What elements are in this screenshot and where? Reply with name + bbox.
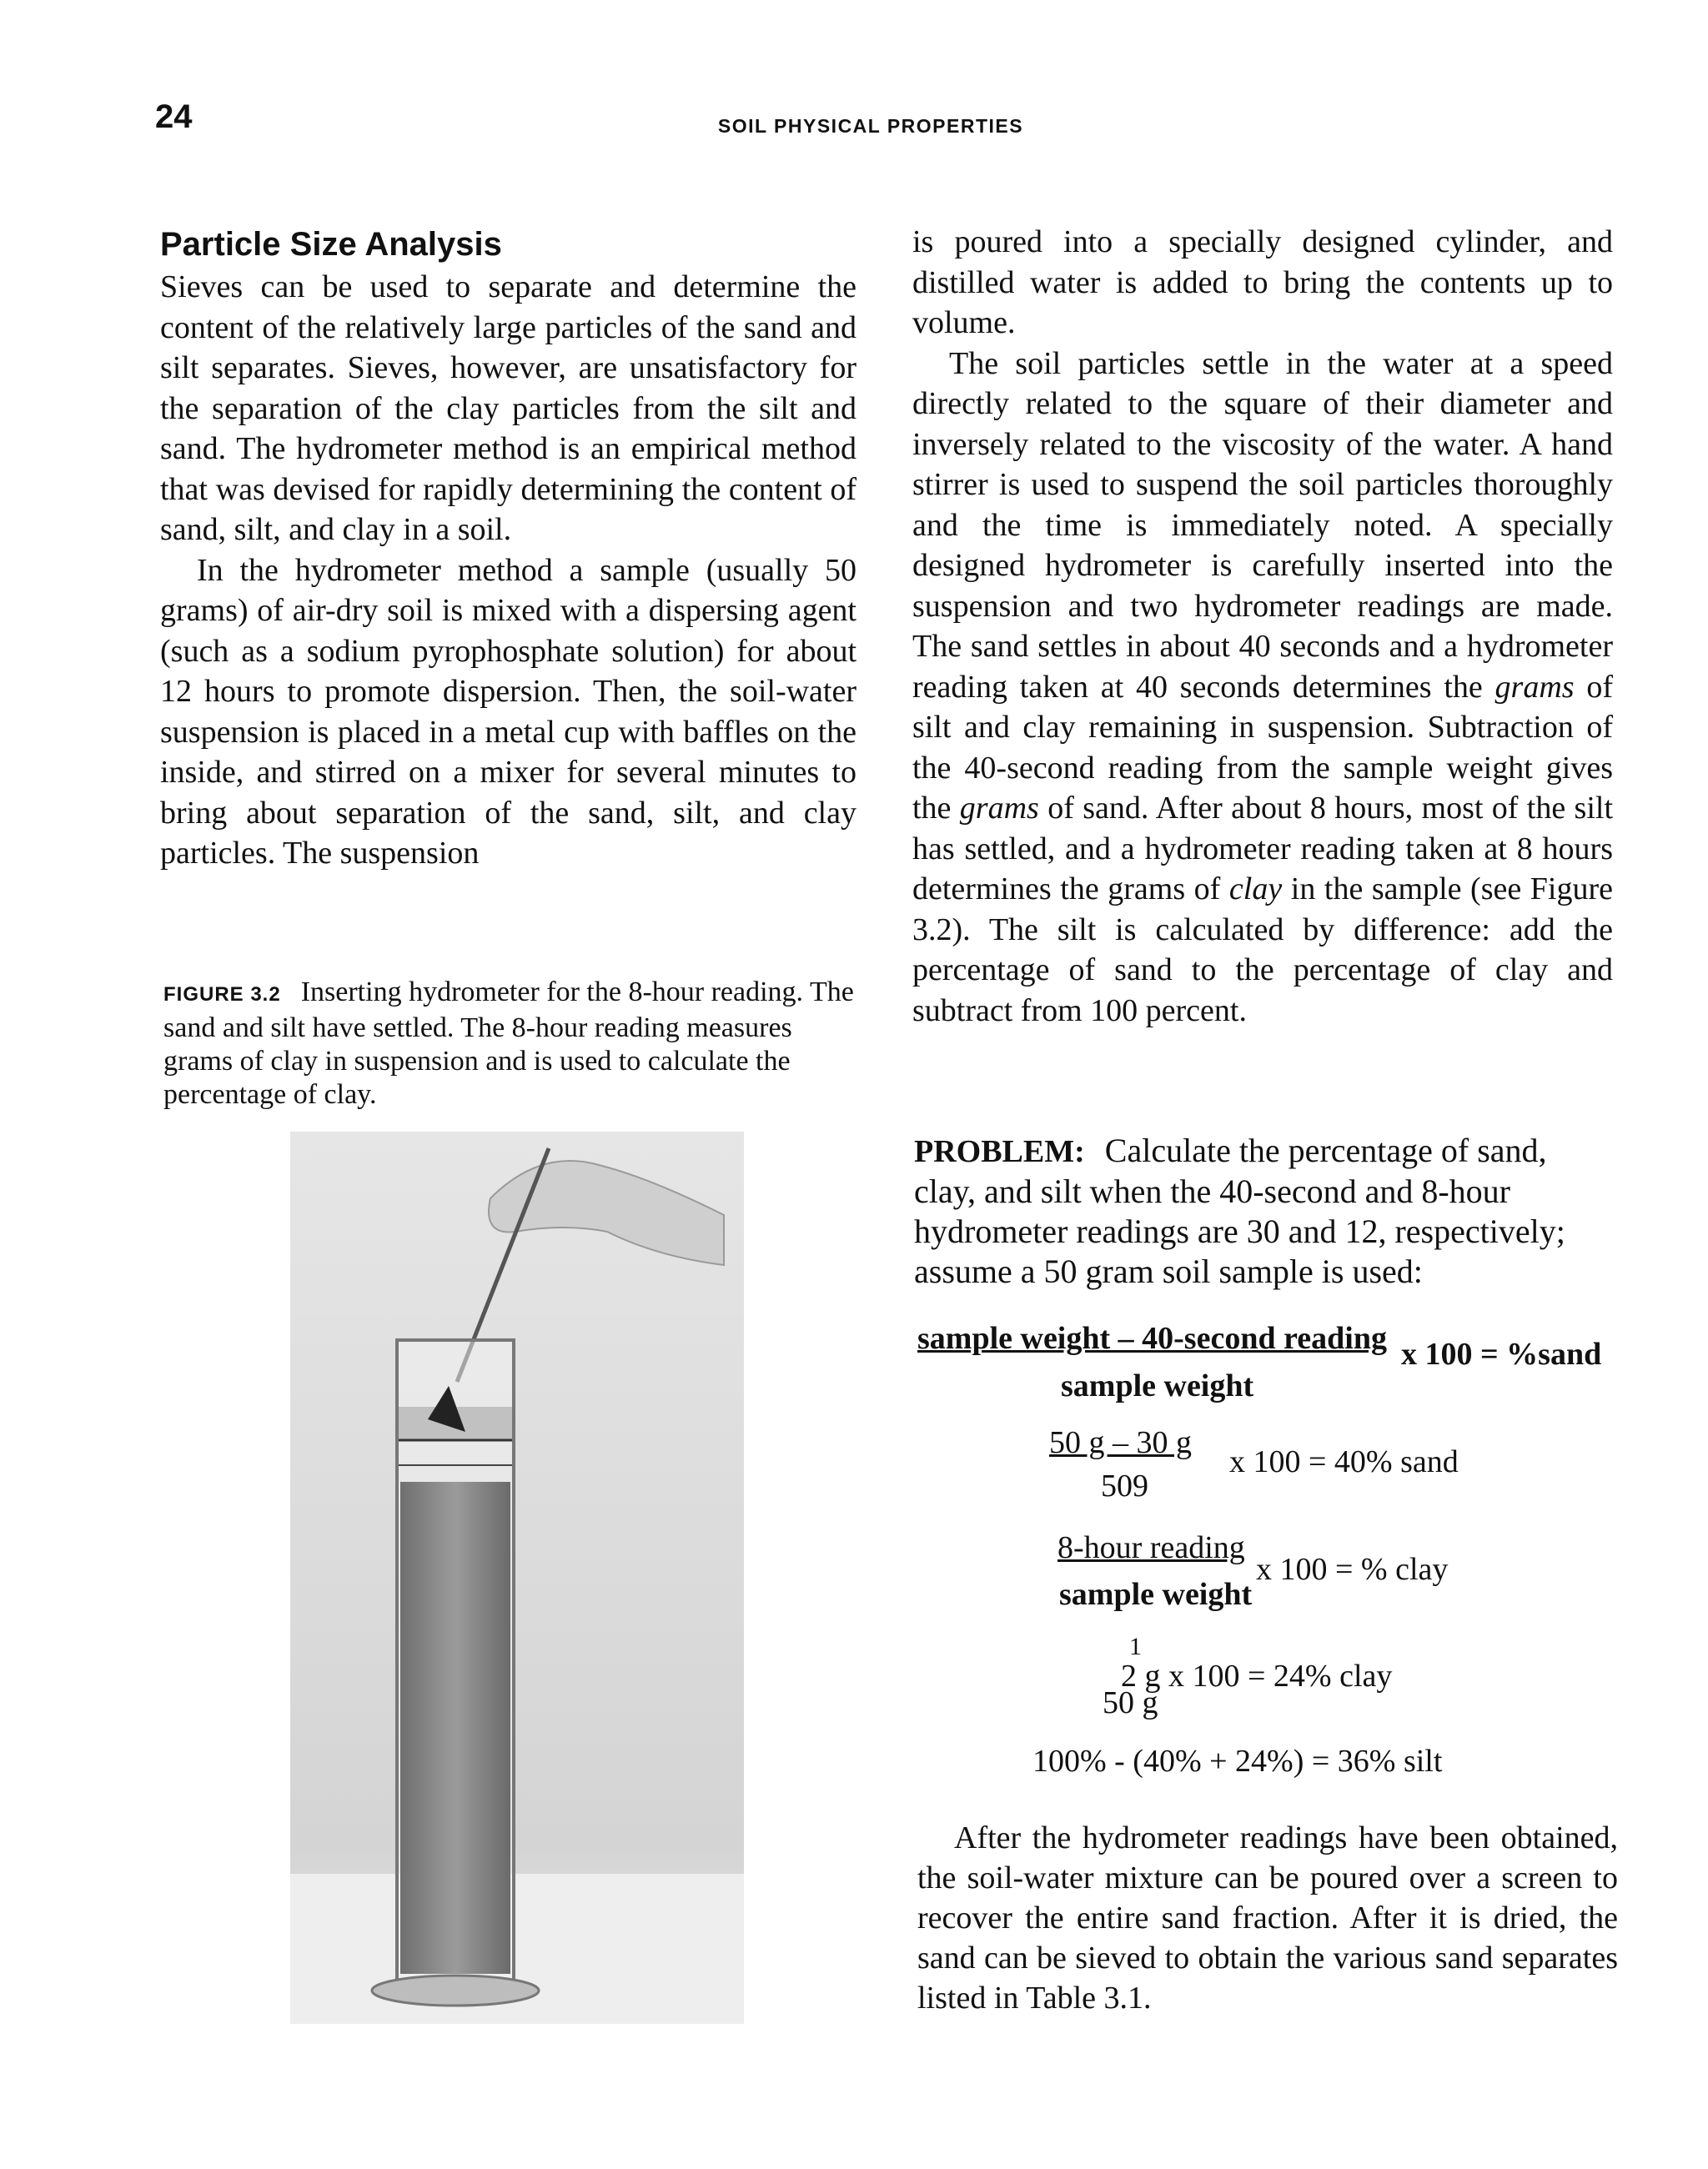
soil-suspension bbox=[400, 1482, 510, 1974]
cylinder-base bbox=[372, 1976, 539, 2006]
sand-formula-numerator: sample weight – 40-second reading bbox=[917, 1321, 1387, 1356]
settling-text-4: in the sample (see Figure 3.2). The silt is calculated by difference: add the percentage of sand to the percentage of clay and subtract from 100 percent. bbox=[912, 871, 1613, 1028]
emphasis-grams-1: grams bbox=[1494, 669, 1575, 705]
emphasis-clay: clay bbox=[1228, 871, 1283, 906]
section-heading: Particle Size Analysis bbox=[160, 226, 502, 263]
right-column bbox=[912, 222, 1613, 1031]
clay-formula-numerator: 8-hour reading bbox=[1057, 1530, 1245, 1565]
clay-formula-denominator: sample weight bbox=[1059, 1577, 1253, 1612]
running-head: SOIL PHYSICAL PROPERTIES bbox=[717, 115, 1024, 137]
settling-text-2: of silt and clay remaining in suspension. Subtraction of the 40-second reading from the sample weight gives the bbox=[912, 669, 1614, 826]
figure-caption-text: Inserting hydrometer for the 8-hour reading. The sand and silt have settled. The 8-hour reading measures grams of clay in suspension and is used to calculate the percentage of clay. bbox=[163, 977, 854, 1110]
settling-text-3: of sand. After about 8 hours, most of the silt has settled, and a hydrometer reading taken at 8 hours determines the grams of bbox=[912, 791, 1614, 906]
clay-calc-mark: 1 bbox=[1129, 1633, 1142, 1660]
closing-text: After the hydrometer readings have been obtained, the soil-water mixture can be poured over a screen to recover the entire sand fraction. After it is dried, the sand can be sieved to obtain the various sand separates listed in Table 3.1. bbox=[917, 1820, 1618, 2016]
page-number: 24 bbox=[155, 98, 193, 135]
closing-paragraph bbox=[917, 1818, 1618, 2018]
sand-formula-result: x 100 = %sand bbox=[1401, 1337, 1602, 1372]
clay-formula-result: x 100 = % clay bbox=[1256, 1552, 1449, 1587]
left-column bbox=[160, 222, 857, 874]
hydrometer-photo bbox=[290, 1132, 744, 2024]
sand-calc-result: x 100 = 40% sand bbox=[1229, 1444, 1459, 1479]
clay-calc-denominator: 50 g bbox=[1103, 1685, 1158, 1720]
clay-calc-line: 2 g x 100 = 24% clay bbox=[1121, 1659, 1393, 1694]
problem-statement bbox=[914, 1131, 1615, 1292]
sand-formula-denominator: sample weight bbox=[1061, 1368, 1254, 1403]
paragraph-sieves: Sieves can be used to separate and determine the content of the relatively large particles of the sand and silt separates. Sieves, however, are unsatisfactory for the separation of the clay particles from the silt and sand. The hydrometer method is an empirical method that was devised for rapidly determining the content of sand, silt, and clay in a soil. bbox=[160, 269, 857, 547]
silt-calc: 100% - (40% + 24%) = 36% silt bbox=[1032, 1744, 1443, 1779]
sand-calc-numerator: 50 g – 30 g bbox=[1049, 1425, 1192, 1460]
emphasis-grams-2: grams bbox=[959, 791, 1039, 826]
paragraph-hydrometer-method: In the hydrometer method a sample (usually 50 grams) of air-dry soil is mixed with a dispersing agent (such as a sodium pyrophosphate solution) for about 12 hours to promote dispersion. Then, the soil-water suspension is placed in a metal cup with baffles on the inside, and stirred on a mixer for several minutes to bring about separation of the sand, silt, and clay particles. The suspension bbox=[160, 552, 857, 871]
problem-text: Calculate the percentage of sand, clay, and silt when the 40-second and 8-hour hydrometer readings are 30 and 12, respectively; assume a 50 gram soil sample is used: bbox=[914, 1132, 1565, 1290]
problem-label: PROBLEM: bbox=[914, 1134, 1085, 1169]
sand-calc-denominator: 509 bbox=[1101, 1469, 1148, 1504]
figure-label: FIGURE 3.2 bbox=[163, 983, 281, 1006]
figure-caption bbox=[163, 976, 856, 1112]
paragraph-cylinder: is poured into a specially designed cylinder, and distilled water is added to bring the contents up to volume. bbox=[912, 224, 1613, 340]
paragraph-settling bbox=[912, 344, 1613, 1032]
settling-text-1: The soil particles settle in the water at a speed directly related to the square of their diameter and inversely related to the viscosity of the water. A hand stirrer is used to suspend the soil particles thoroughly and the time is immediately noted. A specially designed hydrometer is carefully inserted into the suspension and two hydrometer readings are made. The sand settles in about 40 seconds and a hydrometer reading taken at 40 seconds determines the bbox=[912, 345, 1613, 705]
